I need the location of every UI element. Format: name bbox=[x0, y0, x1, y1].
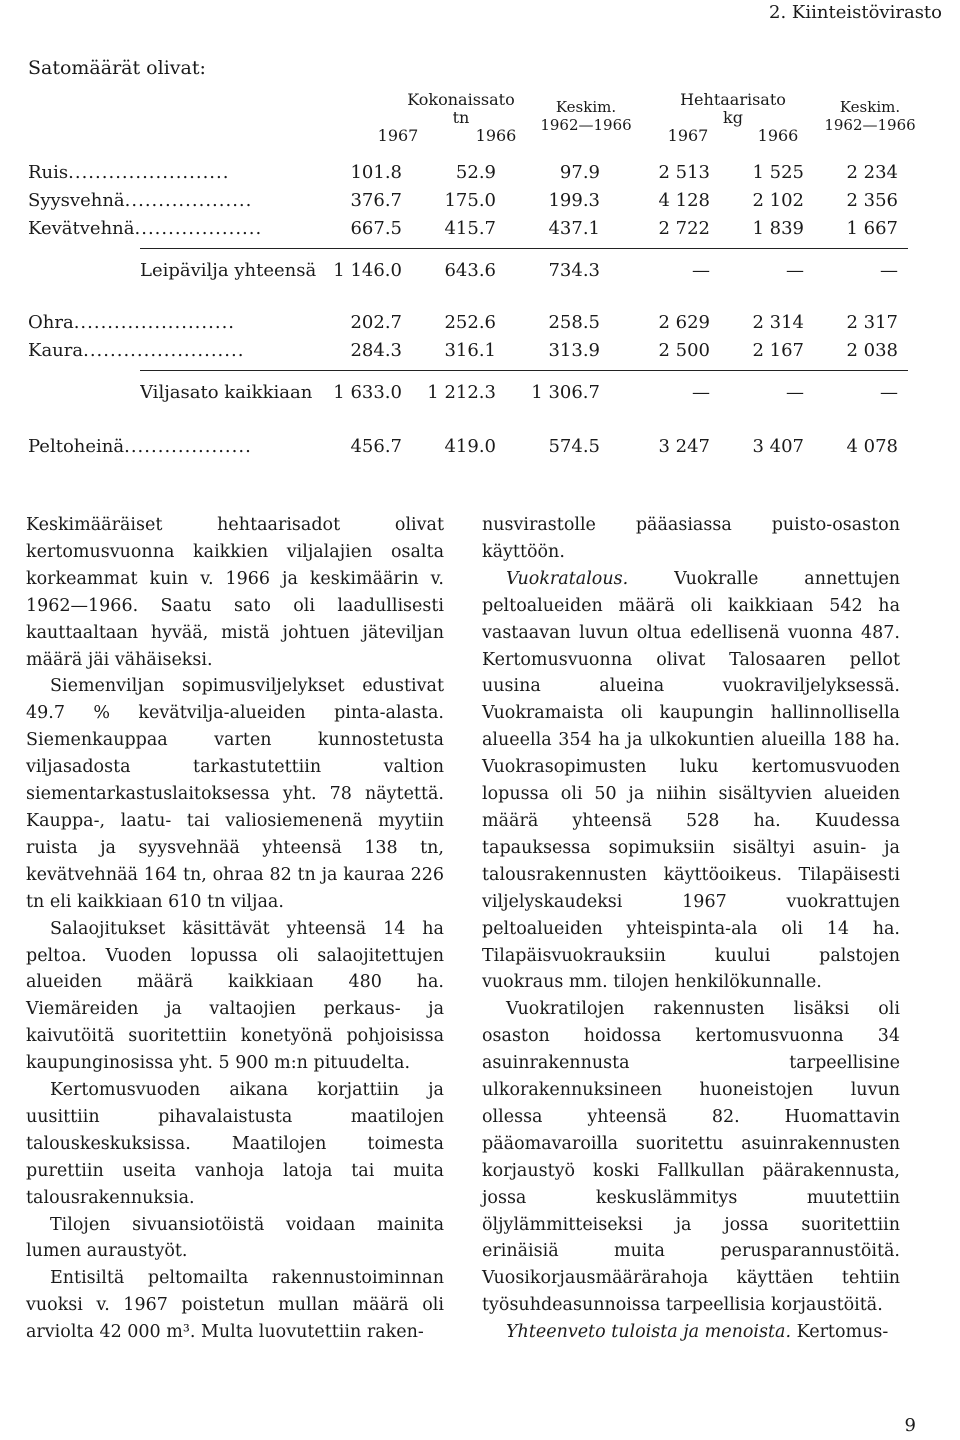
row-label: Kevätvehnä................... bbox=[28, 218, 263, 239]
subtotal-rule bbox=[140, 248, 908, 249]
header-avg-b: Keskim. bbox=[839, 98, 901, 116]
cell-total-avg: 97.9 bbox=[559, 162, 600, 183]
cell-ha-1966: 2 314 bbox=[752, 312, 804, 333]
header-year-1966-b: 1966 bbox=[757, 126, 799, 145]
row-label: Ruis........................ bbox=[28, 162, 230, 183]
paragraph: Salaojitukset käsittävät yhteensä 14 ha peltoa. Vuoden lopussa oli salaojitettujen alueiden määrä kaikkiaan 480 ha. Viemäreiden ja valtaojien perkaus- ja kaivutöitä suoritettiin konetyönä pohjoisissa kaupunginosissa yht. 5 900 m:n pituudelta. bbox=[26, 918, 444, 1074]
paragraph: Keskimääräiset hehtaarisadot olivat kertomusvuonna kaikkien viljalajien osalta korkeammat kuin v. 1966 ja keskimäärin v. 1962—1966. Saatu sato oli laadullisesti kauttaaltaan hyvää, mistä johtuen jäteviljan määrä jäi vähäiseksi. bbox=[26, 515, 444, 670]
header-year-1967-a: 1967 bbox=[377, 126, 419, 145]
table-row bbox=[28, 312, 908, 338]
paragraph: nusvirastolle pääasiassa puisto-osaston käyttöön. bbox=[482, 515, 900, 562]
paragraph: Siemenviljan sopimusviljelykset edustivat 49.7 % kevätvilja-alueiden pinta-alasta. Siemenkauppaa varten kunnostetusta viljasadosta tarkastutettiin valtion siementarkastuslaitoksessa yht. 78 näytettä. Kauppa-, laatu- tai valiosiemenenä myytiin ruista ja syysvehnää yhteensä 138 tn, kevätvehnää 164 tn, ohraa 82 tn ja kauraa 226 tn eli kaikkiaan 610 tn viljaa. bbox=[26, 676, 444, 912]
cell-ha-avg: 2 317 bbox=[846, 312, 898, 333]
cell-ha-1967: 3 247 bbox=[658, 436, 710, 457]
cell-ha-avg: 2 356 bbox=[846, 190, 898, 211]
paragraph: Tilojen sivuansiotöistä voidaan mainita lumen auraustyöt. bbox=[26, 1214, 444, 1262]
table-row bbox=[28, 218, 908, 244]
right-text-column bbox=[482, 512, 900, 1346]
header-avg-period-b: 1962—1966 bbox=[824, 116, 916, 134]
cell-ha-avg: 2 234 bbox=[846, 162, 898, 183]
cell-ha-1967: — bbox=[692, 382, 710, 403]
cell-ha-1967: 2 500 bbox=[658, 340, 710, 361]
cell-total-1967: 456.7 bbox=[350, 436, 402, 457]
table-row bbox=[28, 340, 908, 366]
total-rule bbox=[140, 370, 908, 371]
cell-ha-avg: 4 078 bbox=[846, 436, 898, 457]
row-label: Peltoheinä................... bbox=[28, 436, 252, 457]
cell-ha-avg: — bbox=[880, 382, 898, 403]
cell-total-1966: 175.0 bbox=[444, 190, 496, 211]
paragraph: Kertomusvuoden aikana korjattiin ja uusittiin pihavalaistusta maatilojen talouskeskuksissa. Maatilojen toimesta purettiin useita vanhoja latoja tai muita talousrakennuksia. bbox=[26, 1080, 444, 1208]
cell-total-1966: 316.1 bbox=[444, 340, 496, 361]
cell-ha-avg: 2 038 bbox=[846, 340, 898, 361]
header-per-hectare: Hehtaarisato bbox=[680, 90, 786, 109]
cell-ha-1967: 2 513 bbox=[658, 162, 710, 183]
table-row bbox=[28, 162, 908, 188]
cell-ha-avg: 1 667 bbox=[846, 218, 898, 239]
header-year-1966-a: 1966 bbox=[475, 126, 517, 145]
cell-ha-1967: 2 629 bbox=[658, 312, 710, 333]
cell-ha-1966: 2 102 bbox=[752, 190, 804, 211]
cell-ha-1966: 3 407 bbox=[752, 436, 804, 457]
table-row-total bbox=[28, 382, 908, 408]
cell-total-avg: 437.1 bbox=[548, 218, 600, 239]
paragraph-summary: Yhteenveto tuloista ja menoista. Kertomus- bbox=[506, 1322, 889, 1343]
cell-ha-1967: 4 128 bbox=[658, 190, 710, 211]
cell-total-avg: 574.5 bbox=[548, 436, 600, 457]
cell-total-1966: 52.9 bbox=[455, 162, 496, 183]
cell-total-1967: 1 633.0 bbox=[333, 382, 402, 403]
cell-total-1967: 202.7 bbox=[350, 312, 402, 333]
header-total-yield: Kokonaissato bbox=[407, 90, 515, 109]
cell-ha-1967: — bbox=[692, 260, 710, 281]
cell-total-1967: 1 146.0 bbox=[333, 260, 402, 281]
cell-total-avg: 258.5 bbox=[548, 312, 600, 333]
cell-ha-1966: 1 525 bbox=[752, 162, 804, 183]
section-header: 2. Kiinteistövirasto bbox=[769, 2, 942, 23]
cell-ha-1966: 2 167 bbox=[752, 340, 804, 361]
cell-ha-1966: — bbox=[786, 382, 804, 403]
cell-total-1966: 415.7 bbox=[444, 218, 496, 239]
paragraph-vuokratalous: Vuokratalous. Vuokralle annettujen peltoalueiden määrä oli kaikkiaan 542 ha vastaavan luvun oltua edellisenä vuonna 487. Kertomusvuonna olivat Talosaaren pellot uusina alueina vuokraviljelyksessä. Vuokramaista oli kaupungin hallinnollisella alueella 354 ha ja ulkokuntien alueilla 188 ha. Vuokrasopimusten luku kertomusvuoden lopussa oli 50 ja niihin sisältyvien alueiden määrä yhteensä 528 ha. Kuudessa tapauksessa sopimuksiin sisältyi asuin- ja talousrakennusten käyttöoikeus. Tilapäisesti viljelyskaudeksi 1967 vuokrattujen peltoalueiden yhteispinta-ala oli 14 ha. Tilapäisvuokrauksiin kuului palstojen vuokraus mm. tilojen henkilökunnalle. bbox=[482, 568, 900, 993]
section-title: Vuokratalous. bbox=[506, 568, 629, 589]
section-title: Yhteenveto tuloista ja menoista. bbox=[506, 1322, 792, 1343]
cell-total-1967: 667.5 bbox=[350, 218, 402, 239]
cell-total-1966: 1 212.3 bbox=[427, 382, 496, 403]
page-number: 9 bbox=[904, 1415, 916, 1436]
cell-total-avg: 199.3 bbox=[548, 190, 600, 211]
row-label: Leipävilja yhteensä bbox=[140, 260, 317, 281]
table-row-subtotal bbox=[28, 260, 908, 286]
row-label: Syysvehnä................... bbox=[28, 190, 253, 211]
cell-ha-1966: 1 839 bbox=[752, 218, 804, 239]
cell-total-1967: 376.7 bbox=[350, 190, 402, 211]
header-per-hectare-unit: kg bbox=[723, 108, 743, 127]
left-text-column bbox=[26, 512, 444, 1346]
header-year-1967-b: 1967 bbox=[667, 126, 709, 145]
cell-total-1967: 284.3 bbox=[350, 340, 402, 361]
table-row bbox=[28, 190, 908, 216]
cell-total-1966: 252.6 bbox=[444, 312, 496, 333]
cell-ha-avg: — bbox=[880, 260, 898, 281]
cell-total-avg: 313.9 bbox=[548, 340, 600, 361]
cell-ha-1966: — bbox=[786, 260, 804, 281]
header-avg-a: Keskim. bbox=[555, 98, 617, 116]
cell-total-avg: 734.3 bbox=[548, 260, 600, 281]
row-label: Ohra........................ bbox=[28, 312, 236, 333]
cell-total-1966: 643.6 bbox=[444, 260, 496, 281]
intro-text: Satomäärät olivat: bbox=[28, 57, 206, 79]
row-label: Viljasato kaikkiaan bbox=[140, 382, 313, 403]
paragraph: Vuokratilojen rakennusten lisäksi oli osaston hoidossa kertomusvuonna 34 asuinrakennusta tarpeellisine ulkorakennuksineen huoneistojen luvun ollessa yhteensä 82. Huomattavin pääomavaroilla suoritettu asuinrakennusten korjaustyö koski Fallkullan päärakennusta, jossa keskuslämmitys muutettiin öljylämmitteiseksi ja jossa suoritettiin erinäisiä muita perusparannustöitä. Vuosikorjausmäärärahoja käyttäen tehtiin työsuhdeasunnoissa tarpeellisia korjaustöitä. bbox=[482, 999, 900, 1316]
cell-ha-1967: 2 722 bbox=[658, 218, 710, 239]
header-total-unit: tn bbox=[452, 108, 470, 127]
row-label: Kaura........................ bbox=[28, 340, 245, 361]
cell-total-1966: 419.0 bbox=[444, 436, 496, 457]
table-row bbox=[28, 436, 908, 462]
header-avg-period-a: 1962—1966 bbox=[540, 116, 632, 134]
cell-total-1967: 101.8 bbox=[350, 162, 402, 183]
cell-total-avg: 1 306.7 bbox=[531, 382, 600, 403]
paragraph: Entisiltä peltomailta rakennustoiminnan vuoksi v. 1967 poistetun mullan määrä oli arviolta 42 000 m³. Multa luovutettiin raken- bbox=[26, 1268, 444, 1343]
